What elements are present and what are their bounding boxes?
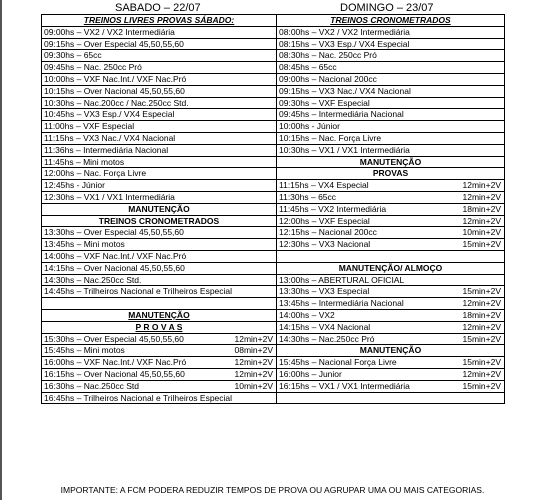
saturday-schedule-cell (42, 50, 277, 62)
schedule-row (42, 298, 505, 310)
saturday-schedule-cell (42, 274, 277, 286)
section-header-text: MANUTENÇÃO (359, 156, 422, 167)
event-text: 10:45hs – VX3 Esp./ VX4 Especial (44, 109, 175, 120)
saturday-schedule-cell (42, 180, 277, 192)
section-header-text: TREINOS LIVRES PROVAS SÁBADO: (83, 15, 235, 25)
schedule-row (42, 286, 505, 298)
saturday-schedule-cell (42, 368, 277, 380)
event-text: 11:15hs – VX3 Nac./ VX4 Nacional (44, 132, 176, 143)
race-duration: 10min+2V (462, 227, 501, 238)
saturday-section-header (42, 203, 277, 215)
event-text: 16:00hs – Junior (279, 368, 342, 379)
event-text: 10:00hs - Júnior (279, 121, 340, 132)
saturday-schedule-cell (42, 250, 277, 262)
sunday-schedule-cell (277, 309, 505, 321)
section-header-text: MANUTENÇÃO (359, 345, 422, 356)
event-text: 14:30hs – Nac.250cc Std. (44, 274, 142, 285)
race-duration: 12min+2V (234, 333, 273, 344)
schedule-row (42, 392, 505, 404)
race-duration: 10min+2V (234, 380, 273, 391)
section-header-text: TREINOS CRONOMETRADOS (330, 15, 451, 25)
schedule-row (42, 321, 505, 333)
sunday-section-header (277, 15, 505, 27)
race-duration: 18min+2V (462, 203, 501, 214)
saturday-schedule-cell (42, 97, 277, 109)
event-text: 09:45hs – Intermediária Nacional (279, 109, 404, 120)
event-text: 09:30hs – 65cc (44, 50, 102, 61)
schedule-row (42, 85, 505, 97)
event-text: 08:30hs – Nac. 250cc Pró (279, 50, 377, 61)
event-text: 12:45hs - Júnior (44, 180, 105, 191)
saturday-schedule-cell (42, 262, 277, 274)
sunday-schedule-cell (277, 38, 505, 50)
sunday-schedule-cell (277, 50, 505, 62)
schedule-row (42, 250, 505, 262)
sunday-schedule-cell (277, 274, 505, 286)
schedule-row (42, 180, 505, 192)
schedule-row (42, 132, 505, 144)
saturday-schedule-cell (42, 227, 277, 239)
footer-note: IMPORTANTE: A FCM PODERA REDUZIR TEMPOS DE PROVA OU AGRUPAR UMA OU MAIS CATEGORIAS. (60, 485, 485, 495)
event-text: 15:45hs – Nacional Força Livre (279, 357, 397, 368)
schedule-row (42, 333, 505, 345)
race-duration: 12min+2V (462, 298, 501, 309)
sunday-schedule-cell (277, 298, 505, 310)
schedule-row (42, 357, 505, 369)
saturday-schedule-cell (42, 73, 277, 85)
sunday-schedule-cell (277, 191, 505, 203)
sunday-schedule-cell (277, 62, 505, 74)
race-duration: 15min+2V (462, 333, 501, 344)
sunday-schedule-cell (277, 144, 505, 156)
schedule-row (42, 109, 505, 121)
saturday-schedule-cell (42, 85, 277, 97)
saturday-schedule-cell (42, 286, 277, 298)
event-text: 14:15hs – VX4 Nacional (279, 321, 371, 332)
race-duration: 12min+2V (462, 191, 501, 202)
sunday-schedule-cell (277, 239, 505, 251)
section-header-text: P R O V A S (135, 321, 183, 332)
schedule-row (42, 309, 505, 321)
race-duration: 12min+2V (234, 357, 273, 368)
saturday-title: SABADO – 22/07 (115, 2, 201, 14)
race-duration: 12min+2V (234, 368, 273, 379)
event-text: 12:30hs – VX1 / VX1 Intermediária (44, 191, 175, 202)
saturday-schedule-cell (42, 357, 277, 369)
race-duration: 12min+2V (462, 180, 501, 191)
event-text: 13:30hs – Over Especial 45,50,55,60 (44, 227, 184, 238)
event-text: 08:45hs – 65cc (279, 62, 337, 73)
schedule-row (42, 121, 505, 133)
event-text: 10:15hs – Over Nacional 45,50,55,60 (44, 85, 185, 96)
race-duration: 15min+2V (462, 357, 501, 368)
sunday-schedule-cell (277, 368, 505, 380)
event-text: 16:45hs – Trilheiros Nacional e Trilheiros Especial (44, 392, 233, 403)
event-text: 11:30hs – 65cc (279, 191, 337, 202)
saturday-schedule-cell (42, 392, 277, 404)
sunday-schedule-cell (277, 121, 505, 133)
event-text: 13:30hs – VX3 Especial (279, 286, 370, 297)
saturday-section-header (42, 309, 277, 321)
section-header-text: PROVAS (372, 168, 409, 179)
saturday-schedule-cell (42, 121, 277, 133)
event-text: 12:00hs – VXF Especial (279, 215, 370, 226)
event-text: 10:30hs – VX1 / VX1 Intermediária (279, 144, 410, 155)
event-text: 15:45hs – Mini motos (44, 345, 125, 356)
event-text: 16:15hs – Over Nacional 45,50,55,60 (44, 368, 185, 379)
saturday-schedule-cell (42, 380, 277, 392)
schedule-row (42, 156, 505, 168)
schedule-row (42, 262, 505, 274)
schedule-row (42, 203, 505, 215)
event-text: 11:45hs – VX2 Intermediária (279, 203, 387, 214)
schedule-row (42, 239, 505, 251)
event-text: 14:00hs – VXF Nac.Int./ VXF Nac.Pró (44, 250, 187, 261)
sunday-section-header (277, 345, 505, 357)
event-text: 09:00hs – VX2 / VX2 Intermediária (44, 26, 175, 37)
schedule-table (41, 14, 505, 404)
event-text: 14:00hs – VX2 (279, 309, 335, 320)
saturday-section-header (42, 321, 277, 333)
schedule-row (42, 345, 505, 357)
sunday-schedule-cell (277, 286, 505, 298)
sunday-schedule-cell (277, 333, 505, 345)
event-text: 14:15hs – Over Nacional 45,50,55,60 (44, 262, 185, 273)
event-text: 08:00hs – VX2 / VX2 Intermediária (279, 26, 410, 37)
schedule-row (42, 38, 505, 50)
event-text: 16:15hs – VX1 / VX1 Intermediária (279, 380, 410, 391)
sunday-schedule-cell (277, 26, 505, 38)
schedule-row (42, 274, 505, 286)
event-text: 08:15hs – VX3 Esp./ VX4 Especial (279, 38, 410, 49)
event-text: 10:00hs – VXF Nac.Int./ VXF Nac.Pró (44, 73, 187, 84)
section-header-text: MANUTENÇÃO (128, 309, 190, 320)
schedule-row (42, 191, 505, 203)
race-duration: 15min+2V (462, 239, 501, 250)
section-header-text: TREINOS CRONOMETRADOS (98, 215, 220, 226)
saturday-section-header (42, 215, 277, 227)
schedule-row (42, 368, 505, 380)
section-header-text: MANUTENÇÃO/ ALMOÇO (338, 262, 443, 273)
event-text: 09:15hs – VX3 Nac./ VX4 Nacional (279, 85, 411, 96)
event-text: 16:00hs – VXF Nac.Int./ VXF Nac.Pró (44, 357, 187, 368)
race-duration: 12min+2V (462, 321, 501, 332)
saturday-schedule-cell (42, 26, 277, 38)
event-text: 11:00hs – VXF Especial (44, 121, 135, 132)
race-duration: 12min+2V (462, 368, 501, 379)
sunday-schedule-cell (277, 180, 505, 192)
saturday-schedule-cell (42, 298, 277, 310)
event-text: 15:30hs – Over Especial 45,50,55,60 (44, 333, 184, 344)
sunday-schedule-cell (277, 132, 505, 144)
saturday-schedule-cell (42, 191, 277, 203)
saturday-schedule-cell (42, 109, 277, 121)
sunday-title: DOMINGO – 23/07 (340, 2, 434, 14)
event-text: 12:00hs – Nac. Força Livre (44, 168, 147, 179)
saturday-schedule-cell (42, 132, 277, 144)
race-duration: 12min+2V (462, 215, 501, 226)
saturday-schedule-cell (42, 144, 277, 156)
saturday-schedule-cell (42, 333, 277, 345)
event-text: 10:15hs – Nac. Força Livre (279, 132, 382, 143)
schedule-row (42, 215, 505, 227)
event-text: 13:45hs – Intermediária Nacional (279, 298, 404, 309)
race-duration: 18min+2V (462, 309, 501, 320)
saturday-section-header (42, 15, 277, 27)
schedule-row (42, 26, 505, 38)
sunday-section-header (277, 156, 505, 168)
sunday-schedule-cell (277, 227, 505, 239)
sunday-schedule-cell (277, 109, 505, 121)
schedule-row (42, 227, 505, 239)
event-text: 11:15hs – VX4 Especial (279, 180, 369, 191)
event-text: 14:30hs – Nac.250cc Pró (279, 333, 375, 344)
sunday-schedule-cell (277, 215, 505, 227)
sunday-schedule-cell (277, 250, 505, 262)
sunday-schedule-cell (277, 203, 505, 215)
race-duration: 08min+2V (234, 345, 273, 356)
event-text: 13:45hs – Mini motos (44, 239, 125, 250)
schedule-row (42, 168, 505, 180)
sunday-section-header (277, 168, 505, 180)
race-duration: 15min+2V (462, 286, 501, 297)
sunday-schedule-cell (277, 392, 505, 404)
event-text: 11:36hs – Intermediária Nacional (44, 144, 169, 155)
schedule-row (42, 15, 505, 27)
schedule-row (42, 62, 505, 74)
schedule-row (42, 97, 505, 109)
scroll-edge (0, 0, 2, 500)
event-text: 16:30hs – Nac.250cc Std (44, 380, 139, 391)
event-text: 09:45hs – Nac. 250cc Pró (44, 62, 142, 73)
event-text: 12:30hs – VX3 Nacional (279, 239, 371, 250)
race-duration: 15min+2V (462, 380, 501, 391)
saturday-schedule-cell (42, 156, 277, 168)
sunday-schedule-cell (277, 321, 505, 333)
sunday-schedule-cell (277, 357, 505, 369)
schedule-row (42, 73, 505, 85)
sunday-schedule-cell (277, 97, 505, 109)
schedule-row (42, 380, 505, 392)
event-text: 10:30hs – Nac.200cc / Nac.250cc Std. (44, 97, 189, 108)
sunday-section-header (277, 262, 505, 274)
event-text: 11:45hs – Mini motos (44, 156, 125, 167)
schedule-row (42, 144, 505, 156)
saturday-schedule-cell (42, 239, 277, 251)
saturday-schedule-cell (42, 38, 277, 50)
event-text: 09:30hs – VXF Especial (279, 97, 370, 108)
event-text: 12:15hs – Nacional 200cc (279, 227, 377, 238)
sunday-schedule-cell (277, 85, 505, 97)
sunday-schedule-cell (277, 73, 505, 85)
event-text: 13:00hs – ABERTURAL OFICIAL (279, 274, 405, 285)
sunday-schedule-cell (277, 380, 505, 392)
event-text: 14:45hs – Trilheiros Nacional e Trilheiros Especial (44, 286, 233, 297)
event-text: 09:00hs – Nacional 200cc (279, 73, 377, 84)
schedule-row (42, 50, 505, 62)
saturday-schedule-cell (42, 168, 277, 180)
event-text: 09:15hs – Over Especial 45,50,55,60 (44, 38, 184, 49)
saturday-schedule-cell (42, 345, 277, 357)
saturday-schedule-cell (42, 62, 277, 74)
section-header-text: MANUTENÇÃO (128, 203, 190, 214)
